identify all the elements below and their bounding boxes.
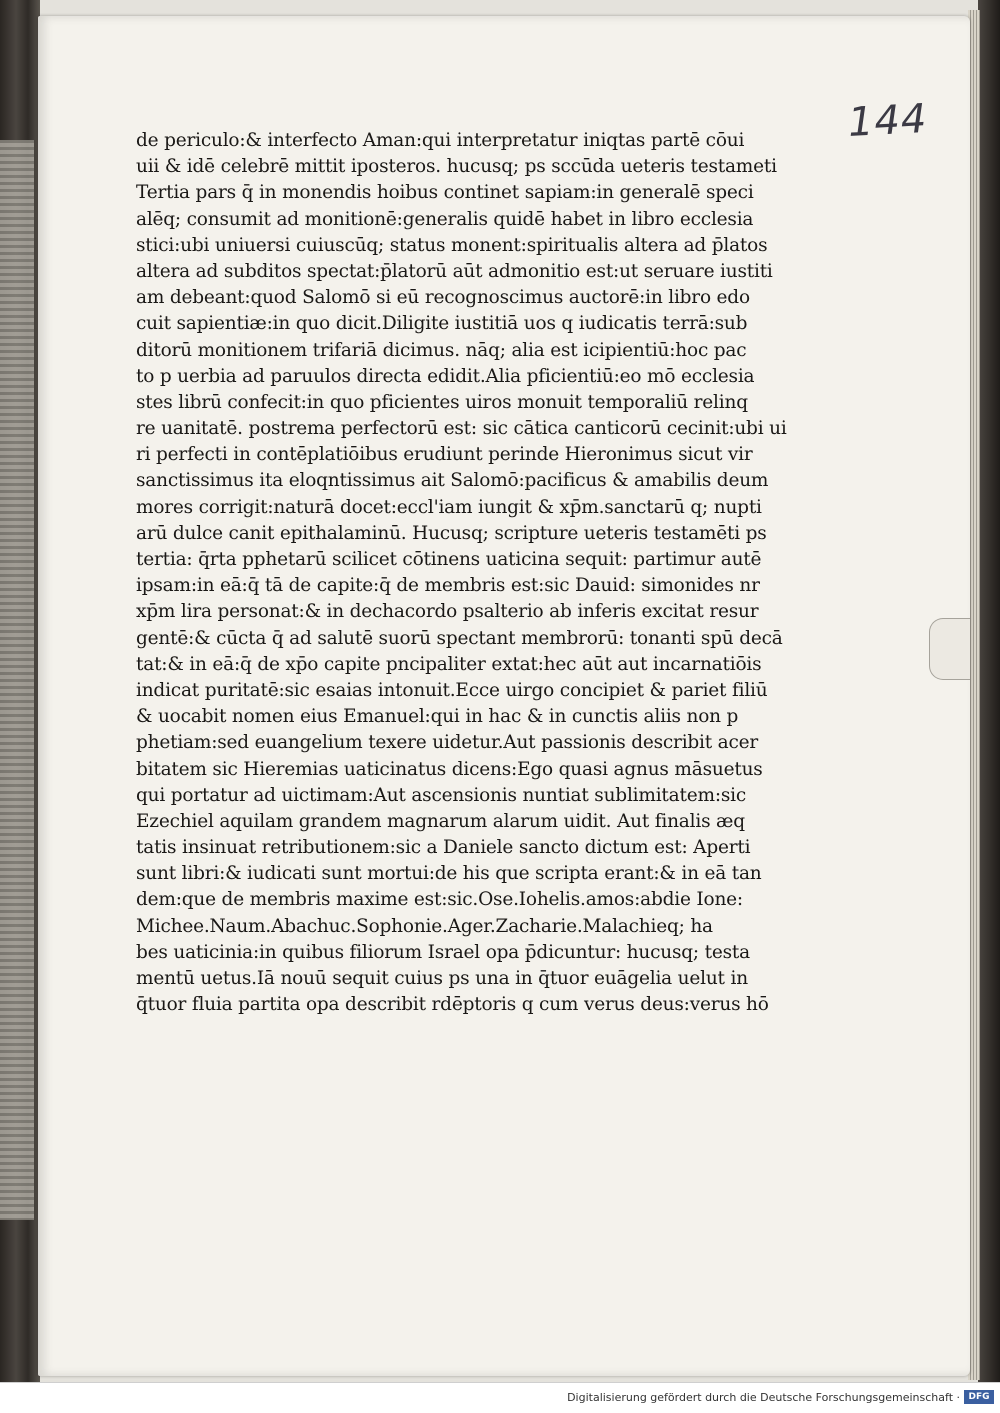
text-line: uii & idē celebrē mittit iposteros. hucusq; ps sccūda ueteris testameti xyxy=(136,156,777,178)
dfg-logo-icon: DFG xyxy=(964,1390,994,1404)
text-line: stici:ubi uniuersi cuiuscūq; status monent:spiritualis altera ad p̄latos xyxy=(136,234,768,256)
folio-number: 144 xyxy=(846,95,929,147)
text-line: stes librū confecit:in quo pficientes uiros monuit temporaliū relinq xyxy=(136,391,748,413)
text-line: tatis insinuat retributionem:sic a Daniele sancto dictum est: Aperti xyxy=(136,837,751,859)
text-line: Tertia pars q̄ in monendis hoibus continet sapiam:in generalē speci xyxy=(136,182,754,204)
text-line: gentē:& cūcta q̄ ad salutē suorū spectant membrorū: tonanti spū decā xyxy=(136,627,783,649)
text-line: to p uerbia ad paruulos directa edidit.Alia pficientiū:eo mō ecclesia xyxy=(136,365,755,387)
text-line: ri perfecti in contēplatiōibus erudiunt perinde Hieronimus sicut vir xyxy=(136,444,753,466)
text-line: de periculo:& interfecto Aman:qui interpretatur iniqtas partē cōui xyxy=(136,130,745,151)
text-line: Michee.Naum.Abachuc.Sophonie.Ager.Zacharie.Malachieq; ha xyxy=(136,915,713,937)
text-line: bes uaticinia:in quibus filiorum Israel opa p̄dicuntur: hucusq; testa xyxy=(136,941,750,963)
text-line: arū dulce canit epithalaminū. Hucusq; scripture ueteris testamēti ps xyxy=(136,522,767,544)
text-line: tat:& in eā:q̄ de xp̄o capite pncipaliter extat:hec aūt aut incarnatiōis xyxy=(136,653,762,675)
text-line: sunt libri:& iudicati sunt mortui:de his que scripta erant:& in eā tan xyxy=(136,863,762,885)
text-line: am debeant:quod Salomō si eū recognoscimus auctorē:in libro edo xyxy=(136,287,750,309)
text-line: ipsam:in eā:q̄ tā de capite:q̄ de membris est:sic Dauid: simonides nr xyxy=(136,575,760,597)
page-turn-tab[interactable] xyxy=(929,618,970,680)
text-line: phetiam:sed euangelium texere uidetur.Aut passionis describit acer xyxy=(136,732,759,754)
text-line: & uocabit nomen eius Emanuel:qui in hac & in cunctis aliis non p xyxy=(136,706,739,728)
text-line: sanctissimus ita eloqntissimus ait Salomō:pacificus & amabilis deum xyxy=(136,470,769,492)
text-line: dem:que de membris maxime est:sic.Ose.Iohelis.amos:abdie Ione: xyxy=(136,889,743,911)
text-line: tertia: q̄rta pphetarū scilicet cōtinens uaticina sequit: partimur autē xyxy=(136,549,762,570)
text-line: mores corrigit:naturā docet:eccl'iam iungit & xp̄m.sanctarū q; nupti xyxy=(136,496,762,518)
text-line: alēq; consumit ad monitionē:generalis quidē habet in libro ecclesia xyxy=(136,208,754,230)
text-line: Ezechiel aquilam grandem magnarum alarum uidit. Aut finalis æq xyxy=(136,810,745,832)
text-line: indicat puritatē:sic esaias intonuit.Ecce uirgo concipiet & pariet filiū xyxy=(136,679,768,701)
book-binding-right xyxy=(978,0,1000,1413)
text-line: ditorū monitionem trifariā dicimus. nāq; alia est icipientiū:hoc pac xyxy=(136,339,747,361)
text-line: re uanitatē. postrema perfectorū est: sic cātica canticorū cecinit:ubi ui xyxy=(136,418,787,440)
text-line: xp̄m lira personat:& in dechacordo psalterio ab inferis excitat resur xyxy=(136,601,759,623)
facing-page-edge xyxy=(0,140,34,1220)
text-line: altera ad subditos spectat:p̄latorū aūt admonitio est:ut seruare iustiti xyxy=(136,260,773,282)
funding-credit: Digitalisierung gefördert durch die Deutsche Forschungsgemeinschaft · xyxy=(567,1391,960,1404)
footer-bar xyxy=(0,1382,1000,1413)
text-line: mentū uetus.Iā nouū sequit cuius ps una in q̄tuor euāgelia uelut in xyxy=(136,968,748,989)
text-line: qui portatur ad uictimam:Aut ascensionis nuntiat sublimitatem:sic xyxy=(136,784,747,806)
text-line: bitatem sic Hieremias uaticinatus dicens:Ego quasi agnus māsuetus xyxy=(136,758,763,780)
body-text xyxy=(136,128,796,1018)
text-line: q̄tuor fluia partita opa describit rdēptoris q cum verus deus:verus hō xyxy=(136,994,769,1016)
text-line: cuit sapientiæ:in quo dicit.Diligite iustitiā uos q iudicatis terrā:sub xyxy=(136,313,748,335)
